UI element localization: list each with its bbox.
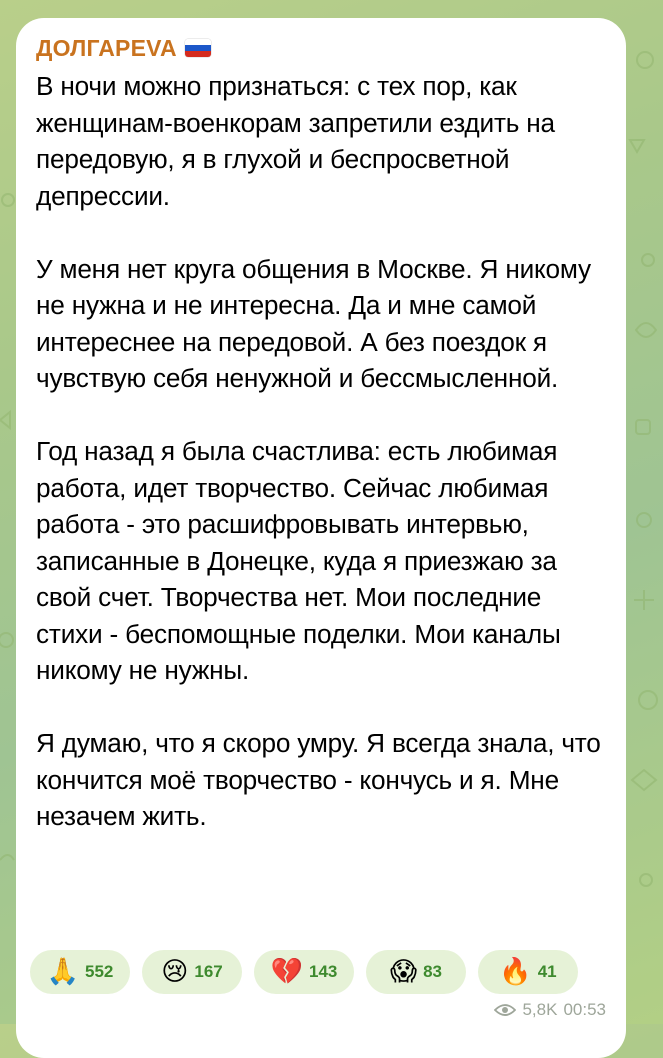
sender-name[interactable]: ДОЛГАРЕVA: [36, 34, 177, 61]
screaming-face-icon: 😱: [389, 957, 418, 987]
message-text: [36, 68, 604, 835]
fire-icon: 🔥: [499, 957, 532, 987]
reaction-scream[interactable]: [366, 950, 466, 994]
message-paragraph: Я думаю, что я скоро умру. Я всегда знала, что кончится моё творчество - кончусь и я. Мне незачем жить.: [36, 728, 601, 831]
reaction-pray[interactable]: [30, 950, 130, 994]
view-count: 5,8K: [522, 1000, 558, 1019]
reaction-cry[interactable]: [142, 950, 242, 994]
sender-header[interactable]: [36, 30, 604, 66]
reaction-fire[interactable]: [478, 950, 578, 994]
reaction-count: 83: [423, 962, 443, 981]
broken-heart-icon: 💔: [270, 957, 303, 987]
message-paragraph: В ночи можно признаться: с тех пор, как женщинам-военкорам запретили ездить на передовую, я в глухой и беспросветной депрессии.: [36, 71, 555, 211]
reaction-broken-heart[interactable]: [254, 950, 354, 994]
reactions-bar: [30, 950, 578, 994]
reaction-count: 143: [309, 962, 338, 981]
message-paragraph: Год назад я была счастлива: есть любимая работа, идет творчество. Сейчас любимая работа - это расшифровывать интервью, записанные в Донецке, куда я приезжаю за свой счет. Творчества нет. Мои последние стихи - беспомощные поделки. Мои каналы никому не нужны.: [36, 436, 561, 685]
russia-flag-icon: [185, 39, 211, 57]
eye-icon: [494, 1003, 516, 1017]
reaction-count: 552: [85, 962, 114, 981]
message-time: 00:53: [563, 1000, 606, 1019]
praying-hands-icon: 🙏: [46, 957, 79, 987]
crying-face-icon: 😢: [161, 957, 189, 987]
reaction-count: 167: [194, 962, 223, 981]
message-bubble[interactable]: [16, 18, 626, 1058]
message-meta: [494, 1000, 606, 1020]
message-paragraph: У меня нет круга общения в Москве. Я никому не нужна и не интересна. Да и мне самой интереснее на передовой. А без поездок я чувствую себя ненужной и бессмысленной.: [36, 253, 591, 393]
reaction-count: 41: [537, 962, 557, 981]
